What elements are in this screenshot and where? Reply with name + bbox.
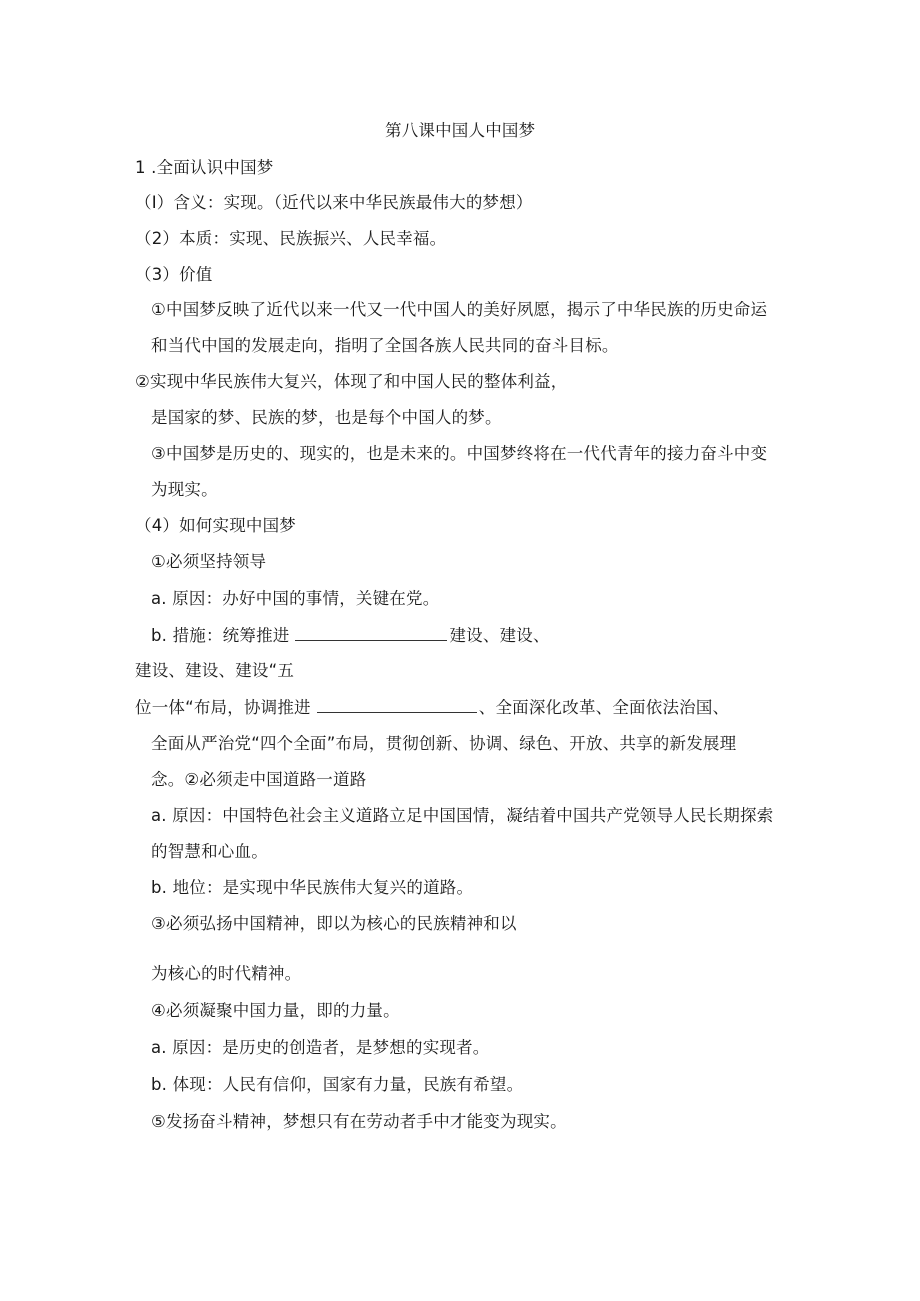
how-1-reason: a. 原因：办好中国的事情，关键在党。 (151, 589, 440, 608)
how-2-reason-a: a. 原因：中国特色社会主义道路立足中国国情，凝结着中国共产党领导人民长期探索 (151, 806, 774, 825)
value-heading: （3）价值 (135, 265, 213, 284)
value-3-line-a: ③中国梦是历史的、现实的，也是未来的。中国梦终将在一代代青年的接力奋斗中变 (151, 444, 768, 463)
how-2-status: b. 地位：是实现中华民族伟大复兴的道路。 (151, 878, 474, 897)
how-1-measure-cont: 建设、建设、建设“五 (135, 661, 295, 680)
value-3-line-b: 为现实。 (151, 480, 218, 499)
value-1-line-b: 和当代中国的发展走向，指明了全国各族人民共同的奋斗目标。 (151, 336, 619, 355)
how-1-layout-cont: 全面从严治党“四个全面”布局，贯彻创新、协调、绿色、开放、共享的新发展理 (151, 734, 737, 753)
how-1-line: ①必须坚持领导 (151, 552, 267, 571)
meaning-line: （I）含义：实现。（近代以来中华民族最伟大的梦想） (135, 193, 533, 212)
how-2-reason-b: 的智慧和心血。 (151, 842, 268, 861)
section-heading-1: 1 .全面认识中国梦 (135, 158, 274, 177)
how-1-layout-prefix: 位一体“布局，协调推进 (135, 698, 311, 717)
how-4-embody: b. 体现：人民有信仰，国家有力量，民族有希望。 (151, 1075, 524, 1094)
how-1-measure-suffix: 建设、建设、 (449, 626, 550, 645)
value-1-line-a: ①中国梦反映了近代以来一代又一代中国人的美好夙愿，揭示了中华民族的历史命运 (151, 300, 768, 319)
how-1-measure (151, 625, 550, 646)
lesson-title: 第八课中国人中国梦 (385, 121, 536, 140)
how-4-line: ④必须凝聚中国力量，即的力量。 (151, 1001, 400, 1020)
value-2-line-a: ②实现中华民族伟大复兴，体现了和中国人民的整体利益， (135, 372, 568, 391)
how-4-reason: a. 原因：是历史的创造者，是梦想的实现者。 (151, 1038, 490, 1057)
how-5-line: ⑤发扬奋斗精神，梦想只有在劳动者手中才能变为现实。 (151, 1112, 567, 1131)
how-1-layout-suffix: 、全面深化改革、全面依法治国、 (478, 698, 730, 717)
fill-in-blank[interactable] (317, 697, 477, 713)
essence-line: （2）本质：实现、民族振兴、人民幸福。 (135, 229, 447, 248)
how-3-line-b: 为核心的时代精神。 (151, 964, 302, 983)
how-3-line-a: ③必须弘扬中国精神，即以为核心的民族精神和以 (151, 914, 517, 933)
how-1-layout (135, 697, 729, 718)
fill-in-blank[interactable] (295, 625, 447, 641)
value-2-line-b: 是国家的梦、民族的梦，也是每个中国人的梦。 (151, 408, 502, 427)
how-2-line: 念。②必须走中国道路一道路 (151, 770, 367, 789)
how-heading: （4）如何实现中国梦 (135, 516, 296, 535)
how-1-measure-prefix: b. 措施：统筹推进 (151, 626, 290, 645)
